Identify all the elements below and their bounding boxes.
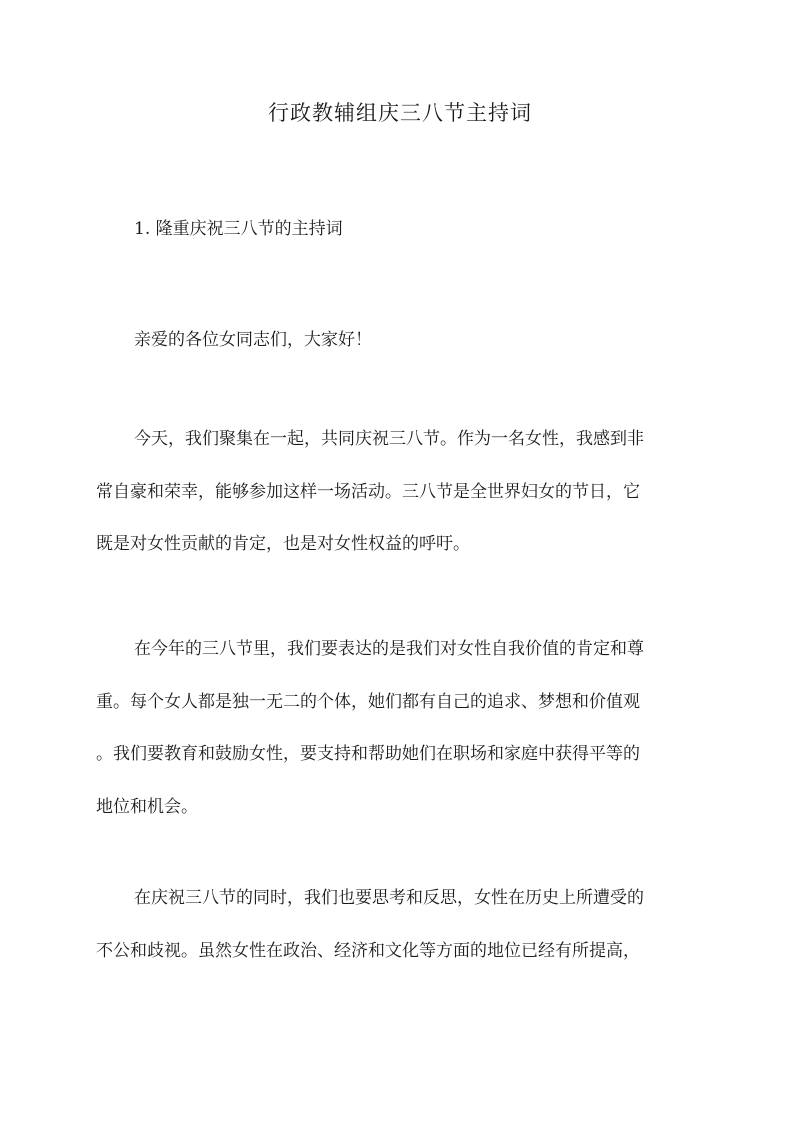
paragraph-line: 重。每个女人都是独一无二的个体，她们都有自己的追求、梦想和价值观 — [96, 691, 640, 712]
paragraph-line: 既是对女性贡献的肯定，也是对女性权益的呼吁。 — [96, 534, 470, 554]
paragraph-line: 今天，我们聚集在一起，共同庆祝三八节。作为一名女性，我感到非 — [134, 429, 644, 449]
paragraph-line: 在今年的三八节里，我们要表达的是我们对女性自我价值的肯定和尊 — [134, 639, 644, 659]
body-paragraph-3 — [96, 872, 708, 977]
document-title: 行政教辅组庆三八节主持词 — [268, 101, 532, 125]
body-paragraph-2 — [96, 623, 708, 833]
section-heading: 1. 隆重庆祝三八节的主持词 — [134, 219, 343, 239]
paragraph-line: 。我们要教育和鼓励女性，要支持和帮助她们在职场和家庭中获得平等的 — [96, 744, 640, 764]
greeting-paragraph — [96, 314, 708, 367]
paragraph-line: 在庆祝三八节的同时，我们也要思考和反思，女性在历史上所遭受的 — [134, 888, 644, 908]
paragraph-line: 地位和机会。 — [96, 796, 198, 817]
paragraph-line: 不公和歧视。虽然女性在政治、经济和文化等方面的地位已经有所提高， — [96, 940, 640, 961]
body-paragraph-1 — [96, 413, 708, 571]
paragraph-line: 常自豪和荣幸，能够参加这样一场活动。三八节是全世界妇女的节日，它 — [96, 481, 640, 502]
greeting-line: 亲爱的各位女同志们，大家好！ — [134, 330, 372, 350]
